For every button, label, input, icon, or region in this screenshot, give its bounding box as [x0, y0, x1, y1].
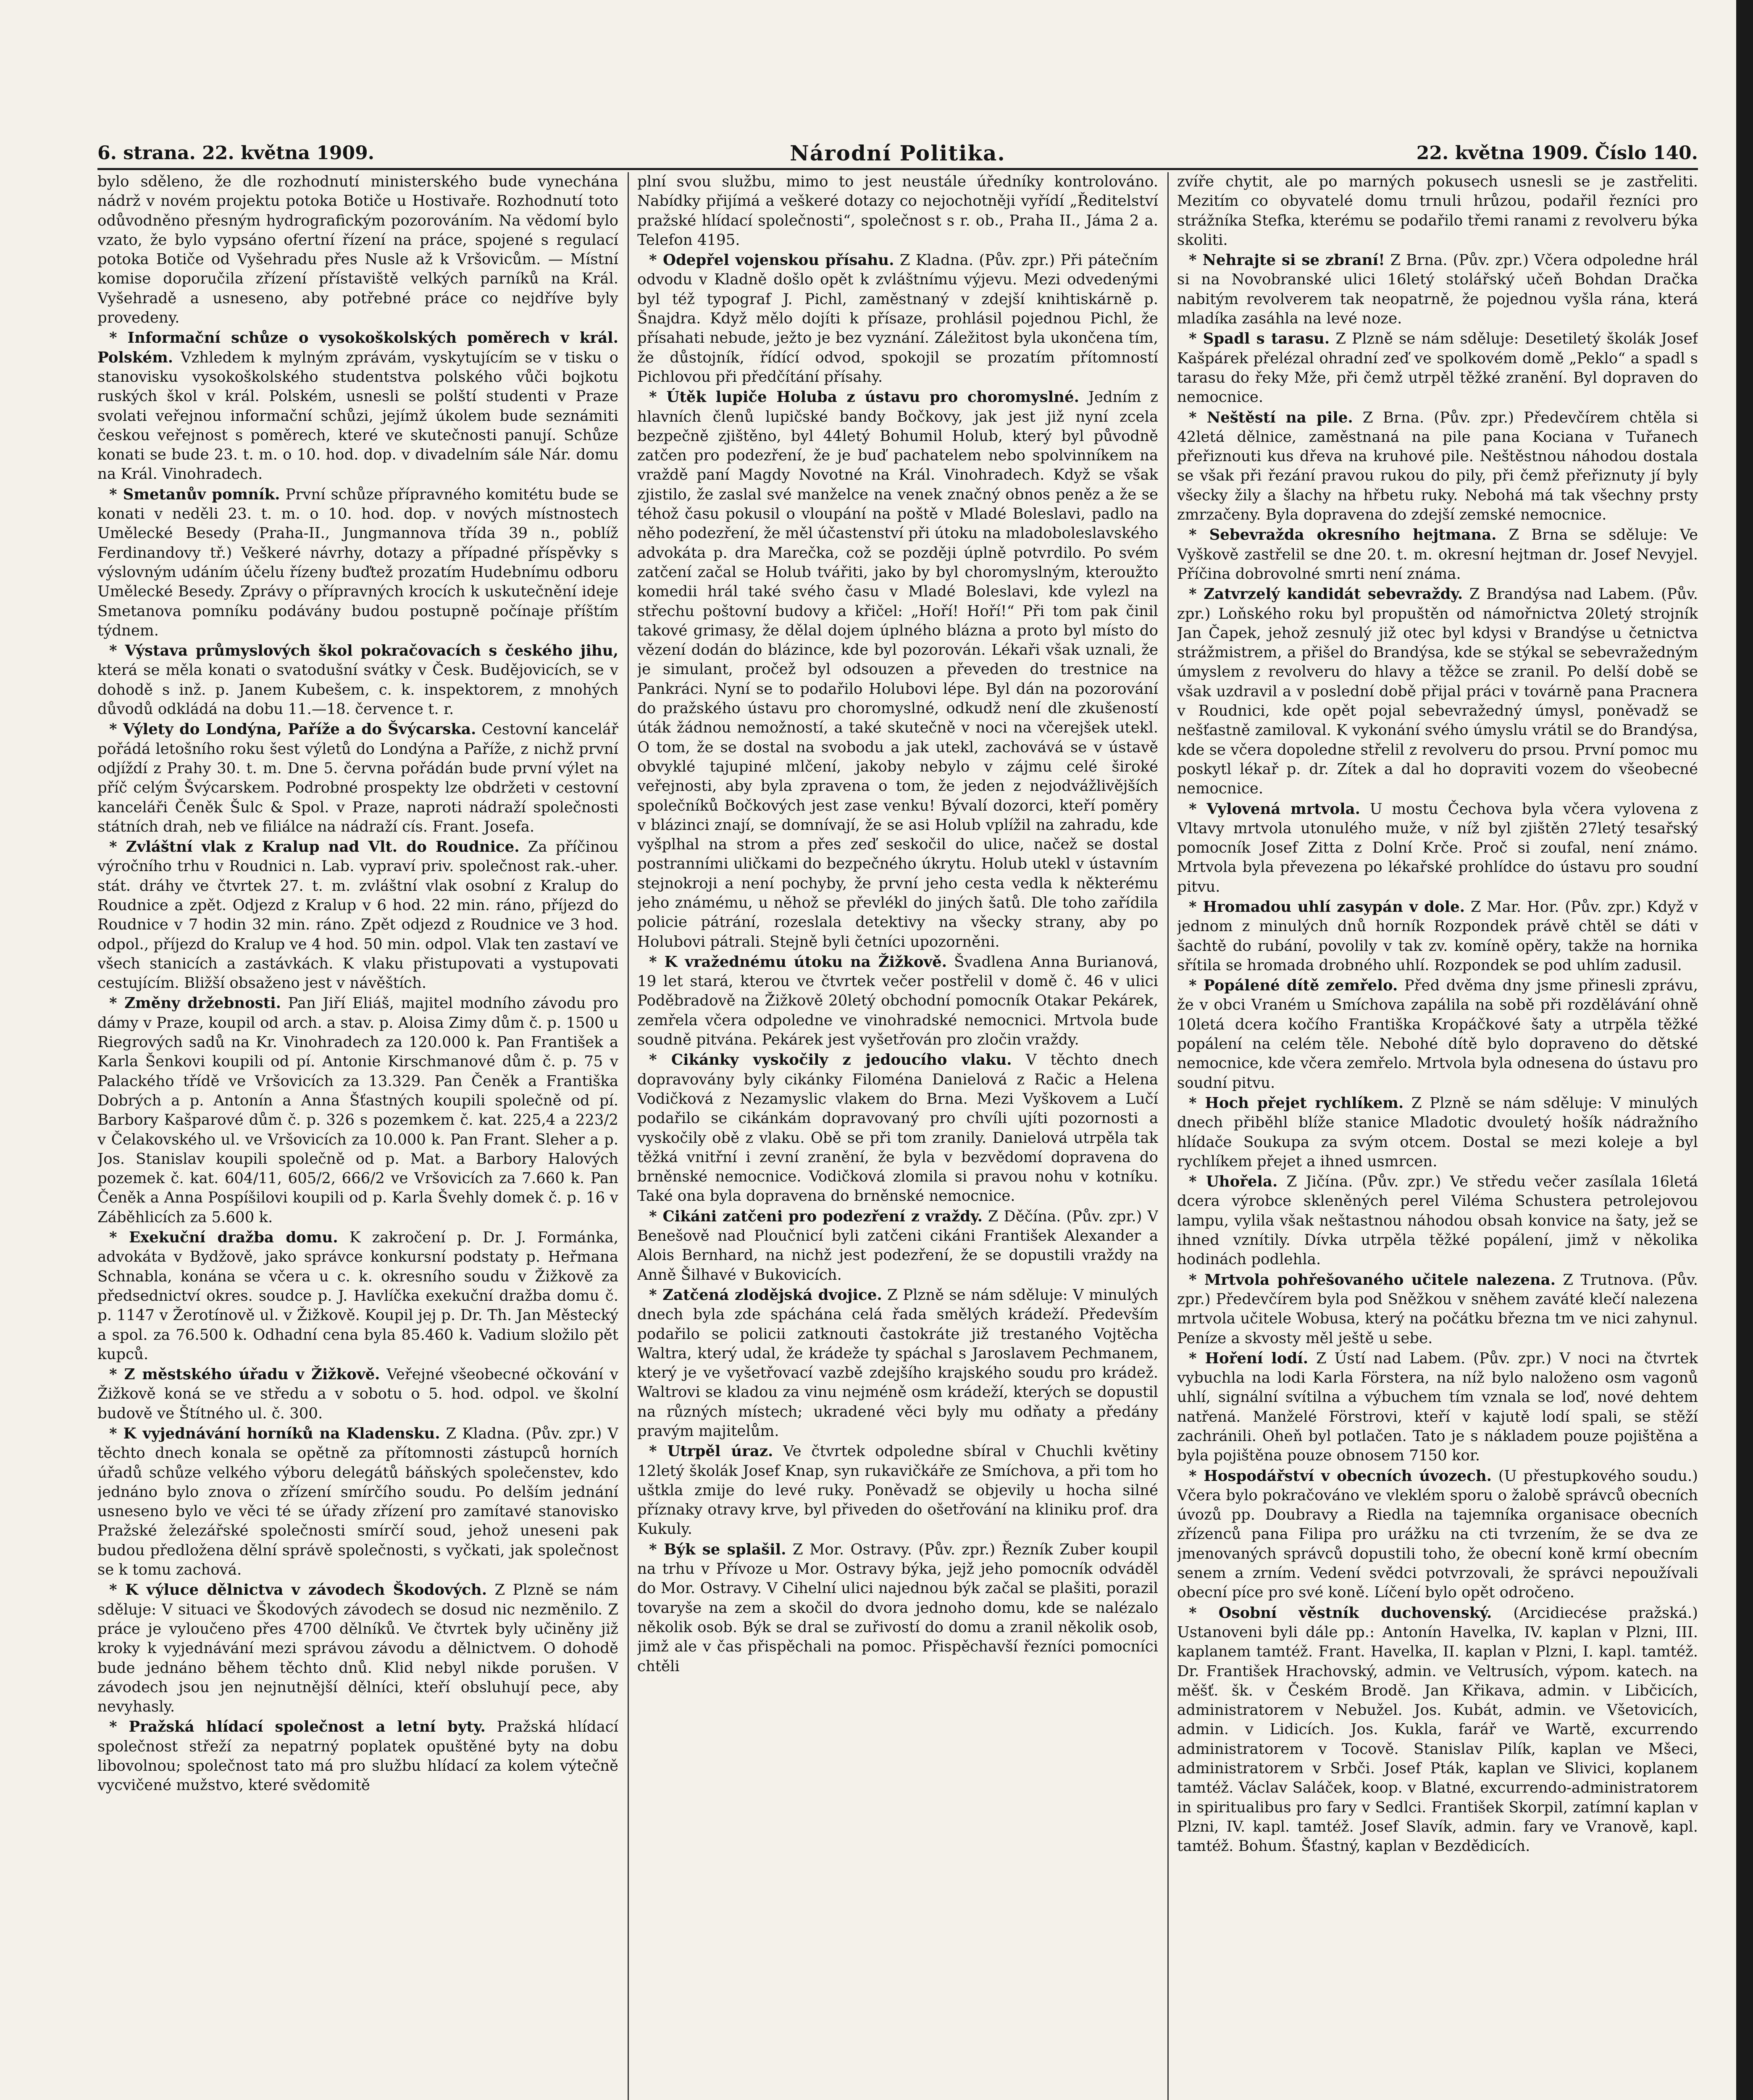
running-header: [97, 139, 1698, 170]
article-headline: * Utrpěl úraz.: [649, 1443, 773, 1460]
article-paragraph: [97, 1424, 618, 1580]
column-2: [637, 172, 1158, 2100]
article-paragraph: [1177, 800, 1698, 897]
article-text: Z Kladna. (Pův. zpr.) Při pátečním odvodu v Kladně došlo opět k zvláštnímu výjevu. Mezi odvedenými byl též typograf J. Pichl, zaměstnaný v zdejší knihtiskárně p. Šnajdra. Když mělo dojíti k přísaze, prohlásil pojednou Pichl, že přísahati nebude, ježto je bez vyznání. Záležitost byla ukončena tím, že důstojník, řídící odvod, spokojil se prozatím přítomností Pichlovou při předčítání přísahy.: [637, 252, 1158, 386]
article-paragraph: [637, 953, 1158, 1050]
article-headline: * Odepřel vojenskou přísahu.: [649, 252, 894, 269]
article-headline: * Hoření lodí.: [1189, 1349, 1309, 1367]
article-paragraph: [637, 1540, 1158, 1676]
article-paragraph: [97, 172, 618, 328]
article-headline: * Zatčená zlodějská dvojice.: [649, 1286, 882, 1304]
article-text: Před dvěma dny jsme přinesli zprávu, že v obci Vraném u Smíchova zapálila na sobě při rozdělávání ohně 10letá dcera kočího Františka Kropáčkové šaty a utrpěla těžké popálení na celém těle. Nebohé dítě bylo dopraveno do dětské nemocnice, kde včera zemřelo. Mrtvola byla odnesena do ústavu pro soudní pitvu.: [1177, 977, 1698, 1092]
article-text: Z Trutnova. (Pův. zpr.) Předevčírem byla pod Sněžkou v sněhem zaváté klečí nalezena mrtvola učitele Wobusa, který na počátku března tm ve nici zahynul. Peníze a skvosty měl ještě u sebe.: [1177, 1271, 1698, 1347]
article-text: Z Mor. Ostravy. (Pův. zpr.) Řezník Zuber koupil na trhu v Přívoze u Mor. Ostravy býka, jejž jeho pomocník odváděl do Mor. Ostravy. V Cihelní ulici najednou býk začal se plašiti, porazil tovaryše na zem a skočil do dvora jednoho domu, kde se nalézalo několik osob. Býk se dral se zuřivostí do domu a zranil několik osob, jimž ale v čas přispěchali na pomoc. Přispěchavší řezníci pomocníci chtěli: [637, 1541, 1158, 1675]
article-headline: * Spadl s tarasu.: [1189, 330, 1330, 348]
article-text: Ve čtvrtek odpoledne sbíral v Chuchli květiny 12letý školák Josef Knap, syn rukavičkáře ze Smíchova, a při tom ho uštkla zmije do levé ruky. Poněvadž se objevily u hocha silné příznaky otravy krve, byl přiveden do ošetřování na kliniku prof. dra Kukuly.: [637, 1443, 1158, 1538]
article-paragraph: [637, 388, 1158, 952]
article-headline: * Popálené dítě zemřelo.: [1189, 977, 1398, 995]
article-headline: * Zatvrzelý kandidát sebevraždy.: [1189, 585, 1463, 603]
article-text: Z Kladna. (Pův. zpr.) V těchto dnech konala se opětně za přítomnosti zástupců horních úřadů schůze velkého výboru delegátů báňských společenstev, kdo jednáno bylo znova o zřízení smírčího soudu. Po delším jednání usneseno bylo ve věci té se úřady zřízení pro zamítavé stanovisko Pražské železářské společnosti smírčí soud, jehož uneseni pak budou předložena dělní správě společnosti, s vyčkati, jak společnost se k tomu zachová.: [97, 1425, 618, 1579]
article-paragraph: [637, 1442, 1158, 1539]
article-text: Vzhledem k mylným zprávám, vyskytujícím se v tisku o stanovisku vysokoškolského studentstva polského vůči bojkotu ruských škol v král. Polském, usnesli se polští studenti v Praze svolati veřejnou informační schůzi, jejímž úkolem bude seznámiti českou veřejnost s poměrech, které ve skutečnosti panují. Schůze konati se bude 23. t. m. o 10. hod. dop. v divadelním sále Nár. domu na Král. Vinohradech.: [97, 349, 618, 483]
article-headline: * Mrtvola pohřešovaného učitele nalezena.: [1189, 1271, 1556, 1289]
article-paragraph: [1177, 1094, 1698, 1171]
article-paragraph: [97, 1365, 618, 1423]
article-headline: * Hoch přejet rychlíkem.: [1189, 1094, 1404, 1112]
article-headline: * Zvláštní vlak z Kralup nad Vlt. do Roudnice.: [109, 838, 520, 856]
article-text: zvíře chytit, ale po marných pokusech usnesli se je zastřeliti. Mezitím co obyvatelé domu trnuli hrůzou, podařil řezníci pro strážníka Stefka, kterému se podařilo třemi ranami z revolveru býka skoliti.: [1177, 173, 1698, 249]
article-paragraph: [1177, 525, 1698, 584]
article-headline: * Výstava průmyslových škol pokračovacích s českého jihu,: [109, 642, 618, 660]
article-headline: * Pražská hlídací společnost a letní byty.: [109, 1718, 486, 1736]
header-page-date: 6. strana. 22. května 1909.: [97, 142, 375, 164]
article-text: bylo sděleno, že dle rozhodnutí ministerského bude vynechána nádrž v novém projektu potoka Botiče u Hostivaře. Rozhodnutí toto odůvodněno přesným hydrografickým pozorováním. Na vědomí bylo vzato, že bylo vypsáno ofertní řízení na práce, spojené s regulací potoka Botiče od Vyšehradu přes Nusle až k Vršovicům. — Místní komise doporučila zřízení přístaviště velkých parníků na Král. Vyšehradě a usneseno, aby potřebné práce co nejdříve byly provedeny.: [97, 173, 618, 327]
article-text: Z Plzně se nám sděluje: Desetiletý školák Josef Kašpárek přelézal ohradní zeď ve spolkovém domě „Peklo“ a spadl s tarasu do řeky Mže, při čemž utrpěl těžké zranění. Byl dopraven do nemocnice.: [1177, 330, 1698, 406]
article-paragraph: [1177, 1467, 1698, 1603]
article-headline: * Útěk lupiče Holuba z ústavu pro choromyslné.: [649, 388, 1079, 406]
article-text: Z Plzně se nám sděluje: V minulých dnech byla zde spáchána celá řada smělých krádeží. Především podařilo se policii zatknouti častokráte již trestaného Vojtěcha Waltra, který udal, že krádeže ty spáchal s Jaroslavem Pechmanem, který je ve vyšetřovací vazbě zdejšího krajského soudu pro krádež. Waltrovi se kladou za vinu nejméně osm krádeží, kterých se dopustil na různých místech; ukradené věci byly mu odňaty a předány pravým majitelům.: [637, 1286, 1158, 1440]
article-text: Veřejné všeobecné očkování v Žižkově koná se ve středu a v sobotu o 5. hod. odpol. ve školní budově ve Štítného ul. č. 300.: [97, 1366, 618, 1422]
article-headline: * Informační schůze o vysokoškolských poměrech v král. Polském.: [97, 329, 618, 366]
article-text: Za příčinou výročního trhu v Roudnici n. Lab. vypraví priv. společnost rak.-uher. stát. dráhy ve čtvrtek 27. t. m. zvláštní vlak osobní z Kralup do Roudnice a zpět. Odjezd z Kralup v 6 hod. 22 min. ráno, příjezd do Roudnice v 7 hodin 32 min. ráno. Zpět odjezd z Roudnice ve 3 hod. odpol., příjezd do Kralup ve 4 hod. 50 min. odpol. Vlak ten zastaví ve všech stanicích a zastávkách. K vlaku přistupovati a vystupovati cestujícím. Bližší obsaženo jest v návěštích.: [97, 838, 618, 992]
article-headline: * Změny držebnosti.: [109, 995, 281, 1012]
column-1: [97, 172, 618, 2100]
article-headline: * Neštěstí na pile.: [1189, 409, 1353, 426]
article-headline: * Hromadou uhlí zasypán v dole.: [1189, 898, 1465, 916]
article-headline: * Osobní věstník duchovenský.: [1189, 1604, 1492, 1622]
article-headline: * Býk se splašil.: [649, 1541, 786, 1558]
article-paragraph: [1177, 1349, 1698, 1466]
article-text: Z Jičína. (Pův. zpr.) Ve středu večer zasílala 16letá dcera výrobce skleněných perel Viléma Schustera petrolejovou lampu, vylila však neštastnou náhodou obsah konvice na šaty, jež se ihned vznítily. Dívka utrpěla těžké popálení, jimž v několika hodinách podlehla.: [1177, 1173, 1698, 1268]
article-headline: * Hospodářství v obecních úvozech.: [1189, 1467, 1492, 1485]
article-paragraph: [1177, 1270, 1698, 1348]
article-text: Z Brna. (Pův. zpr.) Včera odpoledne hrál si na Novobranské ulici 16letý stolářský učeň Bohdan Dračka nabitým revolverem tak neopatrně, že pojednou vyšla rána, která mladíka zasáhla na levé noze.: [1177, 252, 1698, 328]
article-paragraph: [1177, 1604, 1698, 1856]
article-headline: * K vyjednávání horníků na Kladensku.: [109, 1425, 440, 1442]
article-headline: * Uhořela.: [1189, 1173, 1278, 1191]
article-columns: [97, 172, 1698, 2100]
column-rule: [628, 172, 629, 2100]
column-3: [1177, 172, 1698, 2100]
article-text: Z Plzně se nám sděluje: V situaci ve Škodových závodech se dosud nic nezměnilo. Z práce je vyloučeno přes 4700 dělníků. Ve čtvrtek byly učiněny již kroky k vyjednávání mezi správou závodu a dělnictvem. O dohodě bude jednáno během těchto dnů. Klid nebyl nikde porušen. V závodech jsou jen nejnutnější dělníci, kteří obsluhují pece, aby nevyhasly.: [97, 1581, 618, 1716]
article-text: U mostu Čechova byla včera vylovena z Vltavy mrtvola utonulého muže, v níž byl zjištěn 27letý tesařský pomocník Josef Zitta z Dolní Krče. Proč si zoufal, není známo. Mrtvola byla převezena po lékařské prohlídce do ústavu pro soudní pitvu.: [1177, 800, 1698, 895]
article-paragraph: [97, 485, 618, 640]
article-text: Z Děčína. (Pův. zpr.) V Benešově nad Ploučnicí byli zatčeni cikáni František Alexander a Alois Bernhard, na nichž jest podezření, že se dopustili vraždy na Anně Šilhavé v Bukovicích.: [637, 1208, 1158, 1284]
article-paragraph: [1177, 585, 1698, 798]
article-text: Z Brna. (Pův. zpr.) Předevčírem chtěla si 42letá dělnice, zaměstnaná na pile pana Kociana v Tuřanech přeřiznouti kus dřeva na kruhové pile. Neštěstnou náhodou dostala se však při řezání pravou rukou do pily, při čemž přeřiznuty jí byly všecky žily a šlachy na hřbetu ruky. Nebohá má tak všechny prsty zmrzačeny. Byla dopravena do zdejší zemské nemocnice.: [1177, 409, 1698, 524]
column-rule: [1167, 172, 1169, 2100]
article-paragraph: [97, 641, 618, 719]
article-text: Z Brna se sděluje: Ve Vyškově zastřelil se dne 20. t. m. okresní hejtman dr. Josef Nevyjel. Příčina dobrovolné smrti není známa.: [1177, 526, 1698, 583]
article-text: Z Ústí nad Labem. (Pův. zpr.) V noci na čtvrtek vybuchla na lodi Karla Förstera, na níž bylo naloženo osm vagonů uhlí, signální svítilna a výbuchem tím vznala se loď, nové dehtem natřená. Manželé Förstrovi, kteří v kajutě lodí spali, se stěží zachránili. Oheň byl potlačen. Tato je s nákladem pouze pojištěna a byla pojištěna pouze obnosem 7150 kor.: [1177, 1349, 1698, 1465]
article-text: plní svou službu, mimo to jest neustále úředníky kontrolováno. Nabídky přijímá a veškeré dotazy co nejochotněji vyřídí „Ředitelství pražské hlídací společnosti“, společnost s r. ob., Praha II., Jáma 2 a. Telefon 4195.: [637, 173, 1158, 249]
article-text: V těchto dnech dopravovány byly cikánky Filoména Danielová z Račic a Helena Vodičková z Nezamyslic vlakem do Brna. Mezi Vyškovem a Lučí podařilo se cikánkám dopravovaný pro chvíli ujíti pozornosti a vyskočily obě z vlaku. Obě se při tom zranily. Danielová utrpěla tak těžká vnitřní i zevní zranění, že byla v bezvědomí dopravena do brněnské nemocnice. Vodičková zlomila si pravou nohu v kotníku. Také ona byla dopravena do brněnské nemocnice.: [637, 1051, 1158, 1205]
article-text: Z Brandýsa nad Labem. (Pův. zpr.) Loňského roku byl propuštěn od námořnictva 20letý strojník Jan Čapek, jehož zesnulý již otec byl kdysi v Brandýse u četnictva strážmistrem, a přišel do Brandýsa, kde se stýkal se sebevražedným úmyslem z revolveru do hlavy a těžce se zranil. Po delší době se však uzdravil a v poslední době přijal práci v továrně pana Pracnera v Roudnici, kde opět pojal sebevražedný úmysl, poněvadž se nešťastně zamiloval. K vykonání svého úmyslu vrátil se do Brandýsa, kde se včera dopoledne střelil z revolveru do prsou. První pomoc mu poskytl lékař p. dr. Zítek a dal ho dopraviti vozem do všeobecné nemocnice.: [1177, 585, 1698, 798]
article-paragraph: [97, 1228, 618, 1364]
article-paragraph: [97, 994, 618, 1227]
article-headline: * Sebevražda okresního hejtmana.: [1189, 526, 1497, 544]
article-headline: * Nehrajte si se zbraní!: [1189, 252, 1385, 269]
article-paragraph: [97, 837, 618, 993]
article-paragraph: [1177, 172, 1698, 250]
article-paragraph: [637, 251, 1158, 387]
article-paragraph: [97, 1717, 618, 1795]
article-paragraph: [1177, 329, 1698, 407]
article-headline: * Cikáni zatčeni pro podezření z vraždy.: [649, 1208, 983, 1225]
article-headline: * Cikánky vyskočily z jedoucího vlaku.: [649, 1051, 1012, 1069]
article-text: která se měla konati o svatodušní svátky v Česk. Budějovicích, se v dohodě s inž. p. Janem Kubešem, c. k. inspektorem, z mnohých důvodů odkládá na dobu 11.—18. července t. r.: [97, 662, 618, 718]
article-text: Jedním z hlavních členů lupičské bandy Bočkovy, jak jest již nyní zcela bezpečně zjištěno, byl 44letý Bohumil Holub, který byl původně zatčen pro podezření, že je buď pachatelem nebo spolvinníkem na vraždě paní Magdy Novotné na Král. Vinohradech. Když se však zjistilo, že zaslal své manželce na venek značný obnos peněz a že se téhož času pokusil o vloupání na poště v Mladé Boleslavi, padlo na něho podezření, že měl účastenství při útoku na mladoboleslavského advokáta p. dra Marečka, což se později úplně potvrdilo. Po svém zatčení začal se Holub tvářiti, jako by byl choromyslným, kteroužto komedii hrál také svého času v Mladé Boleslavi, kde vylezl na střechu poštovní budovy a křičel: „Hoří! Hoří!“ Při tom pak činil takové grimasy, že dělal dojem úplného blázna a proto byl místo do vězení dodán do blázince, kde byl pozorován. Lékaři však uznali, že je simulant, pročež byl odsouzen a převeden do trestnice na Pankráci. Nyní se to podařilo Holubovi lépe. Byl dán na pozorování do pražského ústavu pro choromyslné, odkudž není dle zkušeností úták žádnou nemožností, a také skutečně v noci na včerejšek utekl. O tom, že se dostal na svobodu a jak utekl, zachovává se v ústavě obvyklé tajupiné mlčení, jakoby nebylo v zájmu celé široké veřejnosti, aby byla zpravena o tom, že jeden z nejodvážlivějších společníků Bočkových jest zase venku! Bývalí dozorci, kteří poměry v blázinci znají, se domnívají, že se asi Holub vplížil na zahradu, kde vyšplhal na strom a přes zeď seskočil do ulice, načež se dostal postranními uličkami do bezpečného úkrytu. Holub utekl v ústavním stejnokroji a není pochyby, že první jeho cesta vedla k některému jeho známému, u něhož se převlékl do jiných šatů. Dle toho zařídila policie pátrání, rozeslala detektivy na všecky strany, aby po Holubovi pátrali. Stejně byli četníci upozorněni.: [637, 388, 1158, 950]
article-text: Z Mar. Hor. (Pův. zpr.) Když v jednom z minulých dnů horník Rozpondek právě chtěl se dáti v šachtě do rubání, povolily v tak zv. komíně opěry, takže na hornika sřítila se hromada drobného uhlí. Rozpondek se pod uhlím zadusil.: [1177, 898, 1698, 974]
article-paragraph: [97, 1580, 618, 1717]
article-text: K zakročení p. Dr. J. Formánka, advokáta v Bydžově, jako správce konkursní podstaty p. Heřmana Schnabla, konána se včera u c. k. okresního soudu v Žižkově za předsednictví okres. soudce p. J. Havlíčka exekuční dražba domu č. p. 1147 v Žerotínově ul. v Žižkově. Koupil jej p. Dr. Th. Jan Městecký a spol. za 76.500 k. Odhadní cena byla 85.460 k. Vadium složilo pět kupců.: [97, 1229, 618, 1363]
article-text: První schůze přípravného komitétu bude se konati v neděli 23. t. m. o 10. hod. dop. v nových místnostech Umělecké Besedy (Praha-II., Jungmannova třída 39 n., poblíž Ferdinandovy tř.) Veškeré návrhy, dotazy a případné příspěvky s výslovným udáním účelu řízeny buďtež prozatím Hudebnímu odboru Umělecké Besedy. Zprávy o přípravných krocích k uskutečnění ideje Smetanova pomníku podávány budou postupně počínaje příštím týdnem.: [97, 486, 618, 639]
article-paragraph: [1177, 1172, 1698, 1269]
article-headline: * Z městského úřadu v Žižkově.: [109, 1366, 380, 1383]
article-paragraph: [1177, 408, 1698, 525]
article-paragraph: [97, 328, 618, 484]
article-paragraph: [1177, 898, 1698, 975]
article-paragraph: [637, 1050, 1158, 1206]
article-text: Pan Jiří Eliáš, majitel modního závodu pro dámy v Praze, koupil od arch. a stav. p. Aloisa Zimy dům č. p. 1500 u Riegrových sadů na Kr. Vinohradech za 120.000 k. Pan František a Karla Šenkovi koupili od pí. Antonie Kirschmanové dům č. p. 75 v Palackého třídě ve Vršovicích za 13.329. Pan Čeněk a Františka Dobrých a p. Antonín a Anna Šťastných koupili společně od pí. Barbory Kašparové dům č. p. 326 s pozemkem č. kat. 225,4 a 223/2 v Čelakovského ul. ve Vršovicích za 10.000 k. Pan Frant. Sleher a p. Jos. Stanislav koupili společně od p. Mat. a Barbory Halových pozemek č. kat. 604/11, 605/2, 666/2 ve Vršovicích za 7.660 k. Pan Čeněk a Anna Pospíšilovi koupili od p. Karla Švehly domek č. p. 16 v Záběhlicích za 5.600 k.: [97, 995, 618, 1226]
article-text: Cestovní kancelář pořádá letošního roku šest výletů do Londýna a Paříže, z nichž první odjíždí z Prahy 30. t. m. Dne 5. června pořádán bude první výlet na příč celým Švýcarskem. Podrobné prospekty lze obdržeti v cestovní kanceláři Čeněk Šulc & Spol. v Praze, naproti nádraží společnosti státních drah, neb ve filiálce na nádraží cís. Frant. Josefa.: [97, 721, 618, 835]
article-headline: * Vylovená mrtvola.: [1189, 800, 1360, 818]
article-paragraph: [1177, 251, 1698, 328]
article-headline: * Smetanův pomník.: [109, 486, 280, 503]
article-headline: * Exekuční dražba domu.: [109, 1229, 338, 1247]
header-date-issue: 22. května 1909. Číslo 140.: [1416, 142, 1698, 164]
article-paragraph: [1177, 976, 1698, 1093]
article-headline: * K výluce dělnictva v závodech Škodových.: [109, 1581, 487, 1599]
article-text: Švadlena Anna Burianová, 19 let stará, kterou ve čtvrtek večer postřelil v domě č. 46 v ulici Poděbradově na Žižkově 20letý obchodní pomocník Otakar Pekárek, zemřela včera odpoledne ve vinohradské nemocnici. Mrtvola bude soudně pitvána. Pekárek jest vyšetřován pro zločin vraždy.: [637, 953, 1158, 1049]
article-headline: * Výlety do Londýna, Paříže a do Švýcarska.: [109, 721, 476, 738]
article-text: (Arcidiecése pražská.) Ustanoveni byli dále pp.: Antonín Havelka, IV. kaplan v Plzni, III. kaplanem tamtéž. Frant. Havelka, II. kaplan v Plzni, I. kapl. tamtéž. Dr. František Hrachovský, admin. ve Veltrusích, výpom. katech. na měšť. šk. v Českém Brodě. Jan Křikava, admin. v Libčicích, administratorem v Nebužel. Jos. Kubát, admin. ve Všetovicích, admin. v Lidicích. Jos. Kukla, farář ve Wartě, excurrendo administratorem v Tocově. Stanislav Pilík, kaplan ve Mšeci, administratorem v Srbči. Josef Pták, kaplan ve Slivici, koplanem tamtéž. Václav Saláček, koop. v Blatné, excurrendo-administratorem in spiritualibus pro fary v Sedlci. František Skorpil, zatímní kaplan v Plzni, IV. kapl. tamtéž. Josef Slavík, admin. fary ve Vranově, kapl. tamtéž. Bohum. Šťastný, kaplan v Bezdědicích.: [1177, 1604, 1698, 1855]
article-text: Pražská hlídací společnost střeží za nepatrný poplatek opuštěné byty na dobu libovolnou; společnost tato má pro službu hlídací za kolem výtečně vycvičené mužstvo, které svědomitě: [97, 1718, 618, 1794]
article-text: Z Plzně se nám sděluje: V minulých dnech přiběhl blíže stanice Mladotic dvouletý hošík nádražního hlídače Soukupa za svým otcem. Dostal se mezi koleje a byl rychlíkem přejet a ihned usmrcen.: [1177, 1094, 1698, 1170]
article-paragraph: [637, 1207, 1158, 1285]
article-text: (U přestupkového soudu.) Včera bylo pokračováno ve vleklém sporu o žalobě správců obecních úvozů pp. Doubravy a Riedla na tajemníka organisace obecních zřízenců pana Filipa pro urážku na cti tvrzením, že se dva ze jmenovaných správců dopustili toho, že obecní koně krmí obecním senem a zrním. Vedení svědci potvrzovali, že správci nepoužívali obecní píce pro své koně. Líčení bylo opět odročeno.: [1177, 1467, 1698, 1601]
scan-edge: [1736, 0, 1753, 2100]
header-masthead: Národní Politika.: [790, 141, 1006, 165]
article-paragraph: [97, 720, 618, 837]
article-headline: * K vražednému útoku na Žižkově.: [649, 953, 947, 971]
article-paragraph: [637, 1286, 1158, 1441]
article-paragraph: [637, 172, 1158, 250]
